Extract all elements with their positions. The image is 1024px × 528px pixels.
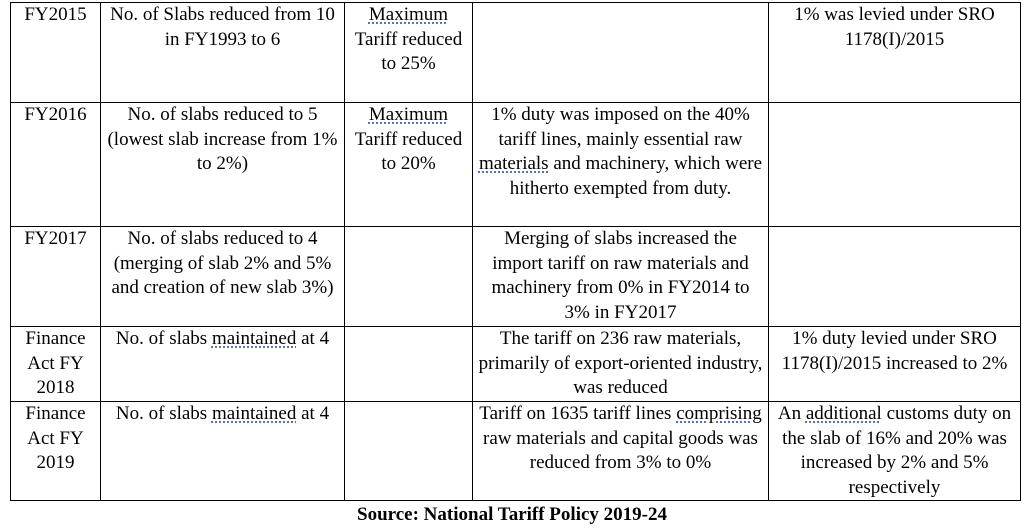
change-cell	[473, 402, 769, 501]
cell-text: 1% duty was imposed on the 40% tariff lines, mainly essential raw	[491, 104, 750, 150]
year-cell: FY2017	[11, 227, 101, 327]
change-cell	[473, 103, 769, 227]
cell-text: customs duty on the slab of 16% and 20% was increased by 2% and 5% respectively	[782, 403, 1012, 498]
max-tariff-cell	[345, 227, 473, 327]
cell-text: Tariff reduced to 25%	[354, 28, 463, 74]
levy-cell	[769, 103, 1021, 227]
flagged-word: Maximum	[368, 4, 449, 25]
tariff-reform-table	[10, 2, 1021, 501]
slabs-cell	[101, 402, 345, 501]
change-cell: The tariff on 236 raw materials, primarily of export-oriented industry, was reduced	[473, 327, 769, 402]
source-caption: Source: National Tariff Policy 2019-24	[357, 504, 667, 525]
flagged-word: additional	[805, 403, 882, 424]
change-cell: Merging of slabs increased the import tariff on raw materials and machinery from 0% in FY2014 to 3% in FY2017	[473, 227, 769, 327]
year-cell: FY2016	[11, 103, 101, 227]
cell-text: at 4	[296, 403, 330, 424]
levy-cell: 1% was levied under SRO 1178(I)/2015	[769, 3, 1021, 103]
max-tariff-cell	[345, 103, 473, 227]
cell-text: No. of slabs	[115, 328, 212, 349]
table-row	[11, 227, 1021, 327]
slabs-cell: No. of slabs reduced to 4 (merging of slab 2% and 5% and creation of new slab 3%)	[101, 227, 345, 327]
cell-text: No. of slabs	[115, 403, 212, 424]
year-cell: Finance Act FY 2019	[11, 402, 101, 501]
flagged-word: maintained	[211, 328, 297, 349]
year-cell: FY2015	[11, 3, 101, 103]
levy-cell	[769, 402, 1021, 501]
cell-text: raw materials and capital goods was reduced from 3% to 0%	[483, 427, 758, 473]
year-cell: Finance Act FY 2018	[11, 327, 101, 402]
cell-text: at 4	[296, 328, 330, 349]
flagged-word: materials	[478, 153, 549, 174]
table-row	[11, 103, 1021, 227]
change-cell	[473, 3, 769, 103]
flagged-word: comprising	[676, 403, 762, 424]
cell-text: An	[777, 403, 806, 424]
slabs-cell: No. of Slabs reduced from 10 in FY1993 to 6	[101, 3, 345, 103]
table-row	[11, 402, 1021, 501]
cell-text: Tariff reduced to 20%	[354, 128, 463, 174]
max-tariff-cell	[345, 402, 473, 501]
slabs-cell	[101, 327, 345, 402]
flagged-word: Maximum	[368, 104, 449, 125]
cell-text: Tariff on 1635 tariff lines	[479, 403, 677, 424]
levy-cell: 1% duty levied under SRO 1178(I)/2015 increased to 2%	[769, 327, 1021, 402]
table-row	[11, 327, 1021, 402]
table-row	[11, 3, 1021, 103]
flagged-word: maintained	[211, 403, 297, 424]
levy-cell	[769, 227, 1021, 327]
max-tariff-cell	[345, 327, 473, 402]
max-tariff-cell	[345, 3, 473, 103]
cell-text: and machinery, which were hitherto exempted from duty.	[509, 153, 763, 199]
slabs-cell: No. of slabs reduced to 5 (lowest slab increase from 1% to 2%)	[101, 103, 345, 227]
